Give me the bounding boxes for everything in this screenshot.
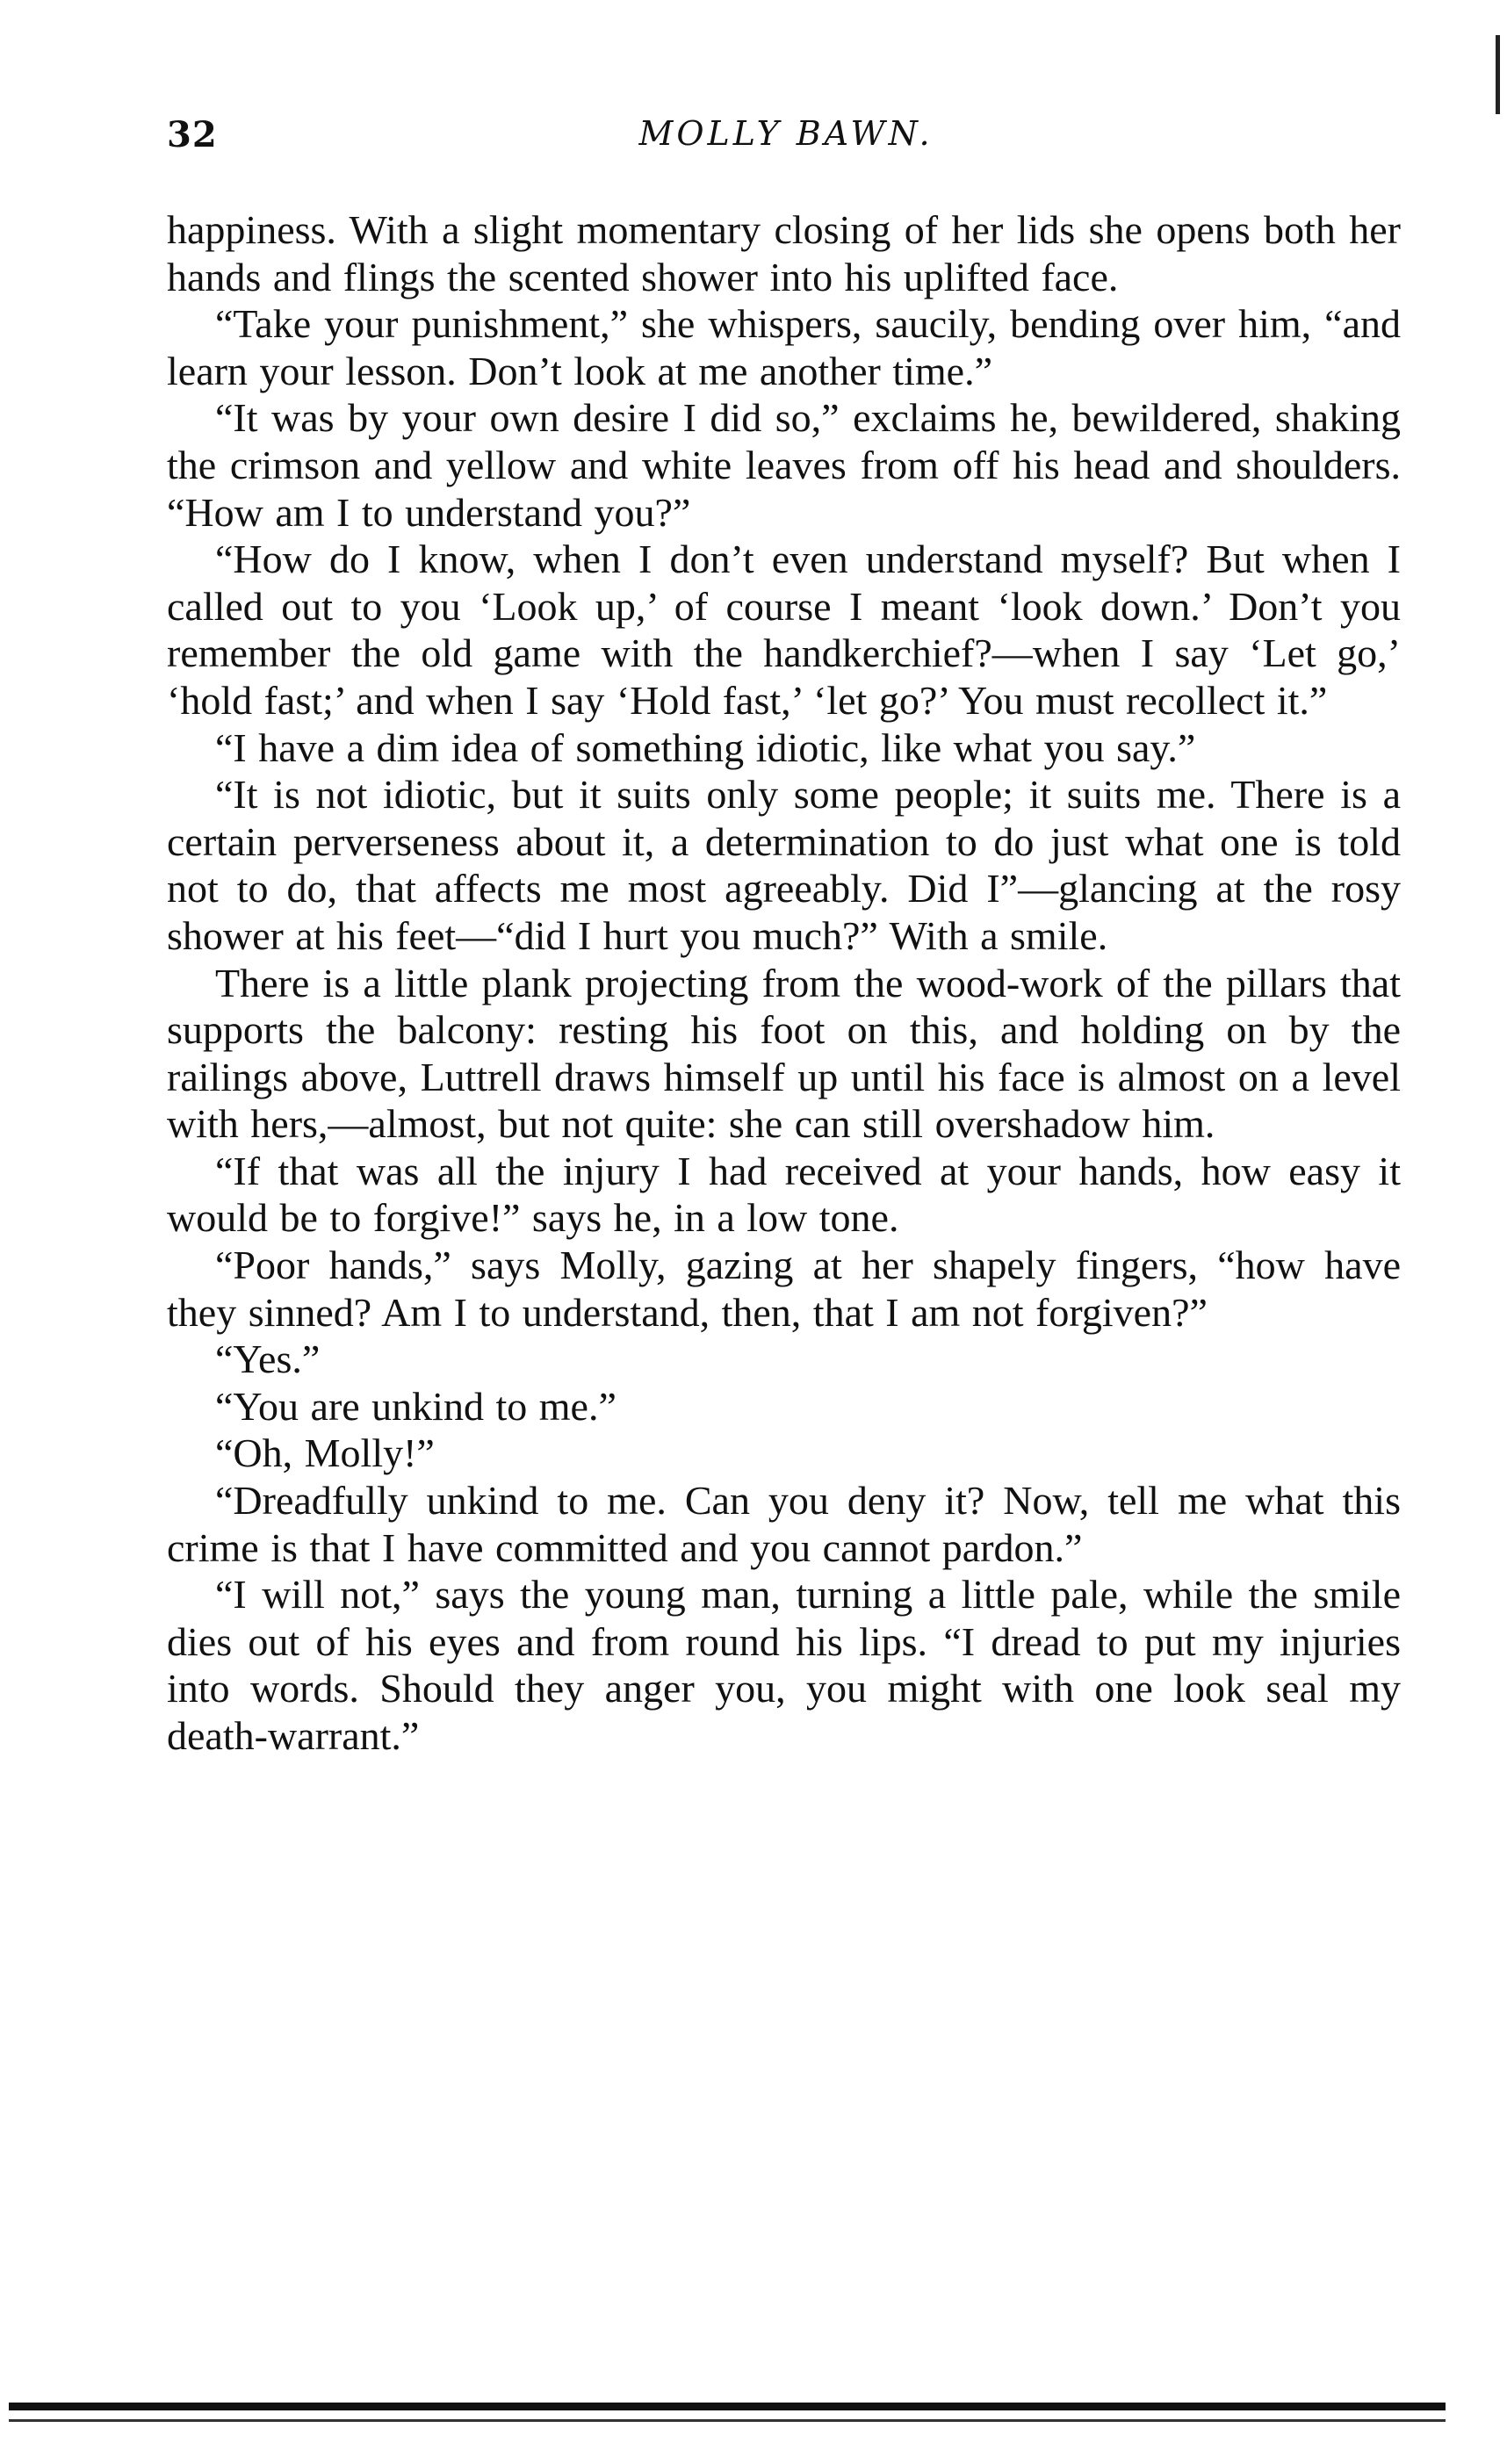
bottom-rule — [9, 2403, 1446, 2410]
paragraph: “Take your punishment,” she whispers, saucily, bending over him, “and learn your lesson. Don’t look at me another time.” — [167, 301, 1401, 393]
running-title: MOLLY BAWN. — [638, 114, 934, 153]
paragraph: “I have a dim idea of something idiotic, like what you say.” — [215, 724, 1196, 770]
paragraph: “Dreadfully unkind to me. Can you deny it? Now, tell me what this crime is that I have committed and you cannot pardon.” — [167, 1478, 1401, 1570]
paragraph: happiness. With a slight momentary closing of her lids she opens both her hands and flings the scented shower into his uplifted face. — [167, 207, 1401, 299]
page-header — [167, 114, 1405, 167]
paragraph: “Poor hands,” says Molly, gazing at her shapely fingers, “how have they sinned? Am I to understand, then, that I am not forgiven?” — [167, 1243, 1401, 1335]
paragraph: “You are unkind to me.” — [215, 1383, 616, 1429]
body-text — [167, 206, 1401, 1760]
paragraph: “I will not,” says the young man, turning a little pale, while the smile dies out of his eyes and from round his lips. “I dread to put my injuries into words. Should they anger you, you might with one look seal my death-warrant.” — [167, 1572, 1401, 1758]
paragraph: “Oh, Molly!” — [215, 1430, 435, 1476]
paragraph: “Yes.” — [215, 1336, 321, 1382]
paragraph: There is a little plank projecting from the wood-work of the pillars that supports the balcony: resting his foot on this, and holding on by the railings above, Luttrell draws himself up until his face is almost on a level with hers,—almost, but not quite: she can still overshadow him. — [167, 960, 1401, 1147]
paragraph: “If that was all the injury I had received at your hands, how easy it would be to forgive!” says he, in a low tone. — [167, 1148, 1401, 1241]
bottom-rule-thin — [9, 2419, 1446, 2422]
page-edge-mark — [1496, 35, 1500, 114]
paragraph: “How do I know, when I don’t even understand myself? But when I called out to you ‘Look up,’ of course I meant ‘look down.’ Don’t you remember the old game with the handkerchief?—when I say ‘Let go,’ ‘hold fast;’ and when I say ‘Hold fast,’ ‘let go?’ You must recollect it.” — [167, 537, 1401, 723]
page-number: 32 — [167, 114, 218, 155]
paragraph: “It is not idiotic, but it suits only some people; it suits me. There is a certain perverseness about it, a determination to do just what one is told not to do, that affects me most agreeably. Did I”—glancing at the rosy shower at his feet—“did I hurt you much?” With a smile. — [167, 772, 1401, 958]
paragraph: “It was by your own desire I did so,” exclaims he, bewildered, shaking the crimson and yellow and white leaves from off his head and shoulders. “How am I to understand you?” — [167, 395, 1401, 535]
